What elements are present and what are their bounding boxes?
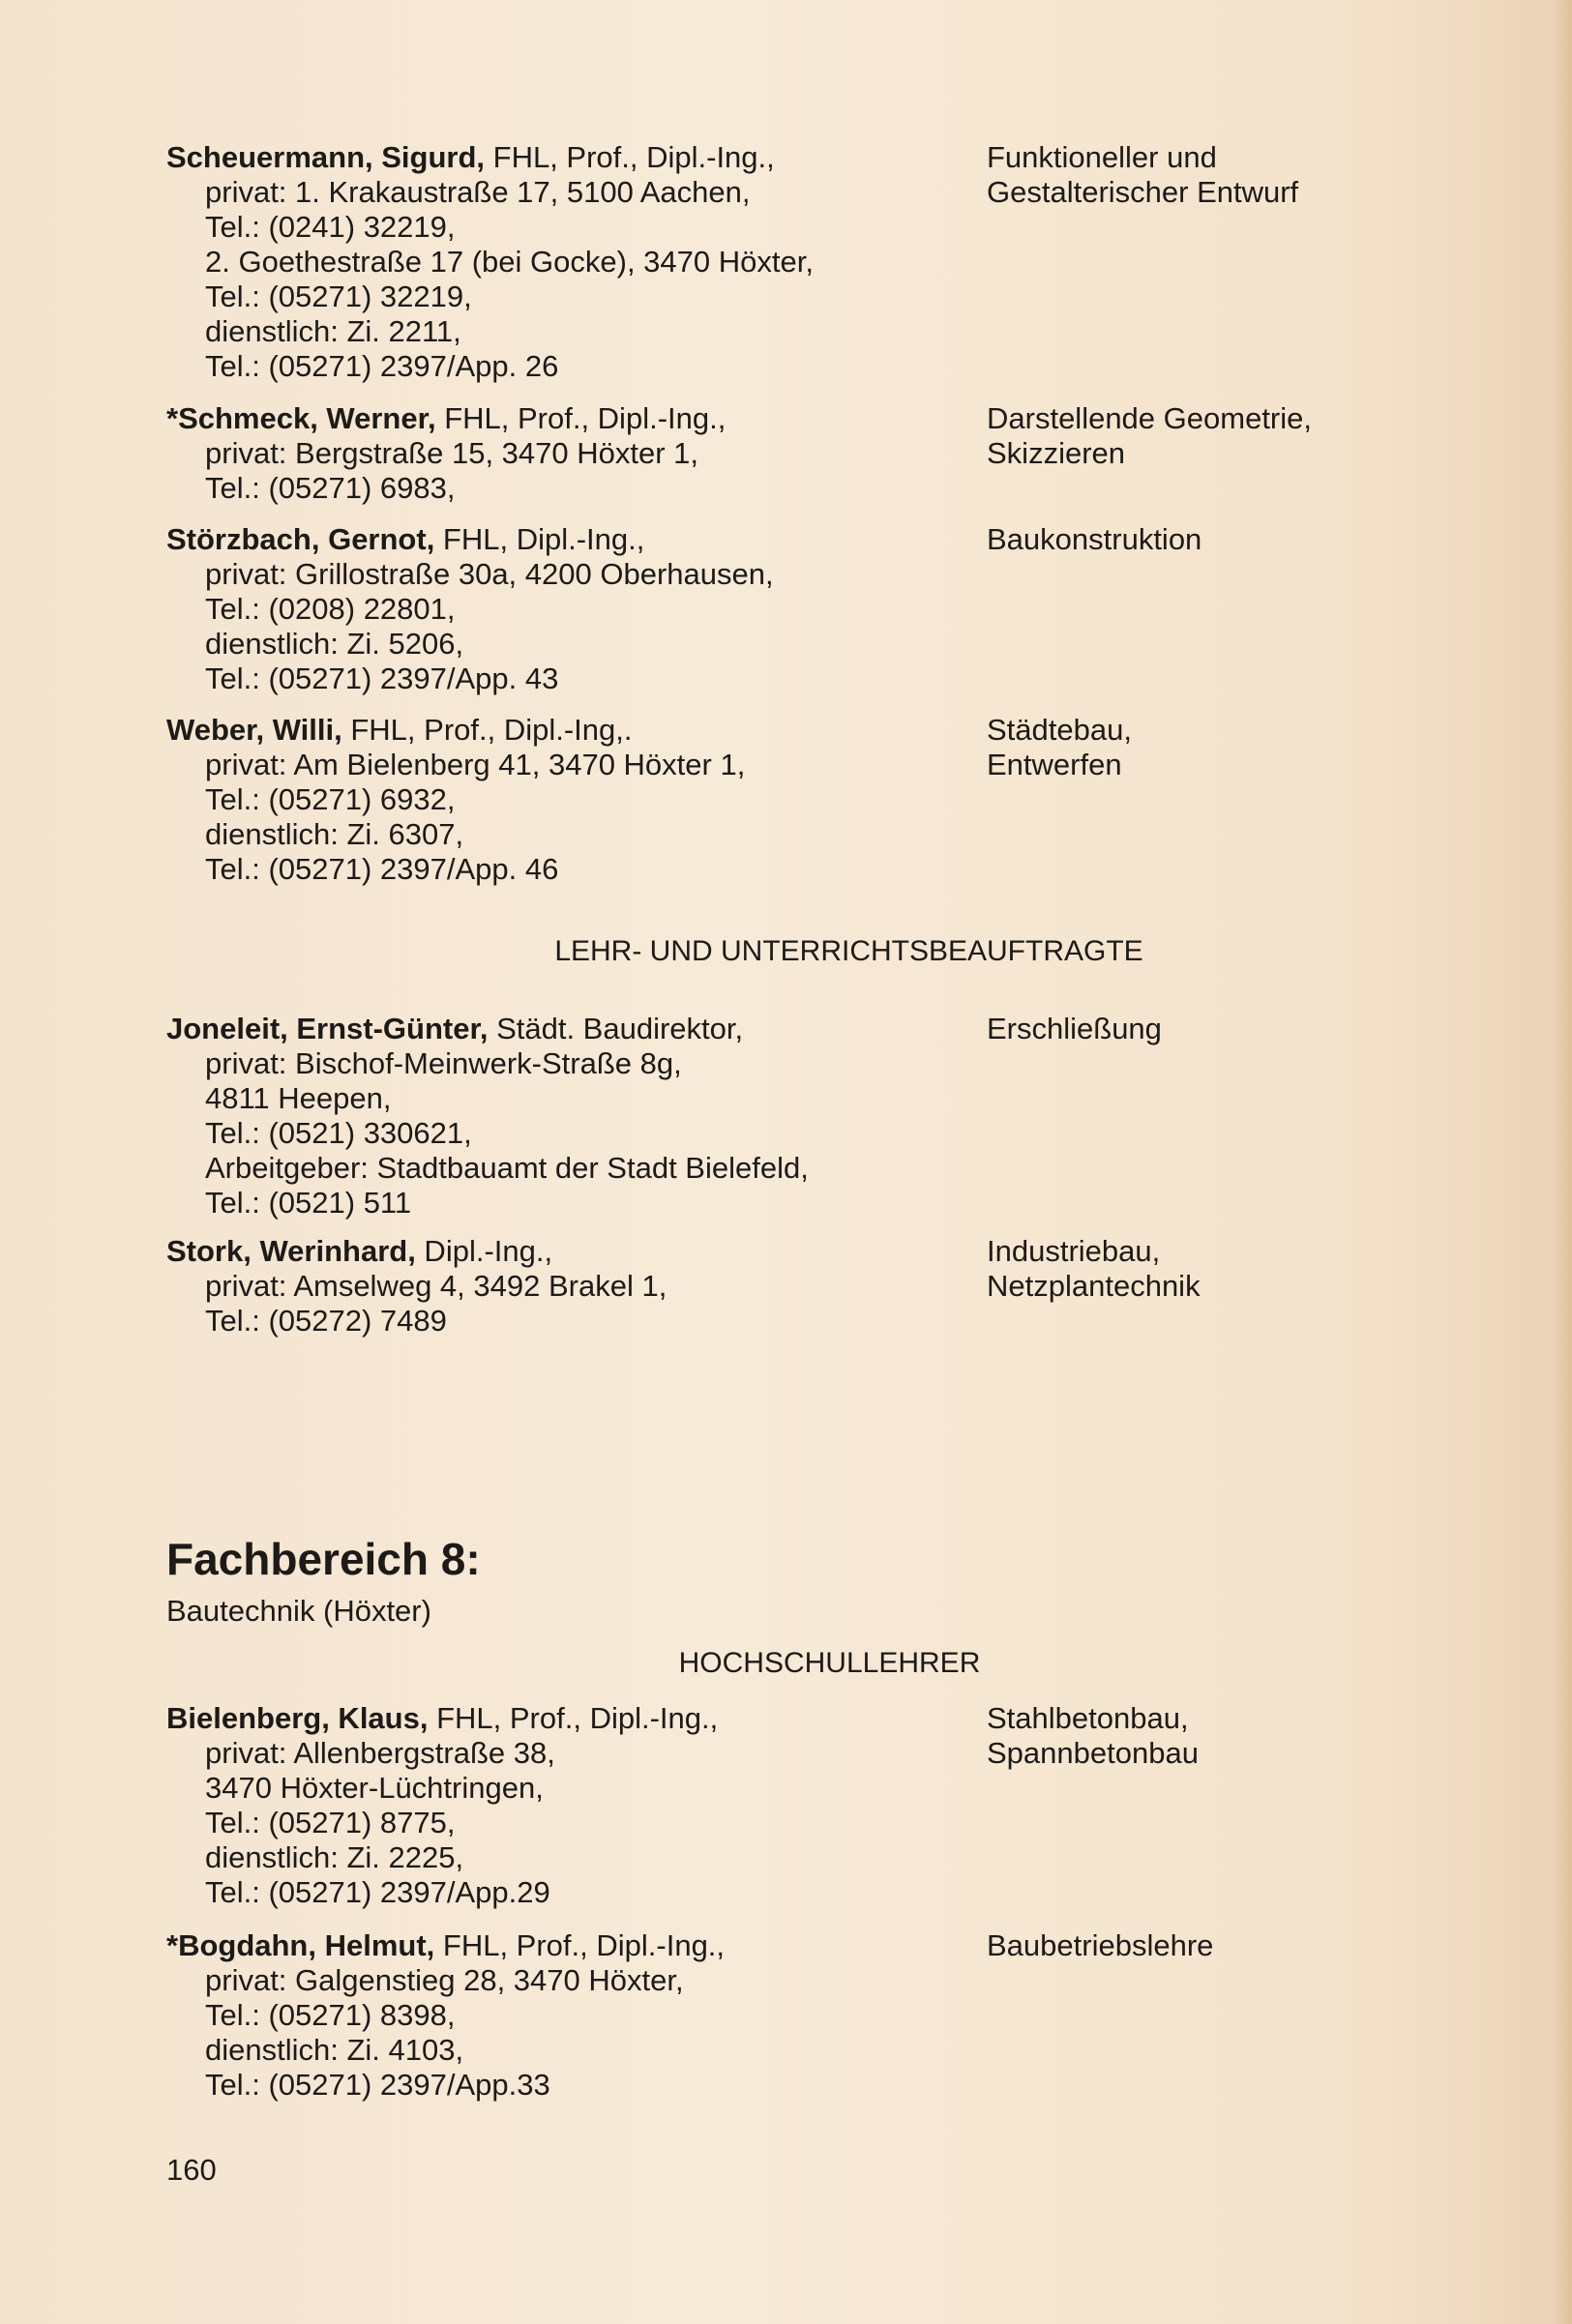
entry-line: dienstlich: Zi. 4103, <box>205 2033 464 2067</box>
fachbereich-subtitle: Bautechnik (Höxter) <box>166 1594 431 1628</box>
entry-title: FHL, Prof., Dipl.-Ing., <box>434 1928 726 1962</box>
entry-line: Tel.: (0241) 32219, <box>205 210 456 244</box>
entry-line: privat: Am Bielenberg 41, 3470 Höxter 1, <box>205 748 746 781</box>
entry-line: Tel.: (05271) 6932, <box>205 782 456 816</box>
entry-title: FHL, Dipl.-Ing., <box>434 522 645 556</box>
subject-line: Netzplantechnik <box>987 1269 1201 1303</box>
entry-name: Störzbach, Gernot, <box>166 522 435 556</box>
entry-title: FHL, Prof., Dipl.-Ing., <box>485 140 775 174</box>
entry-line: privat: Allenbergstraße 38, <box>205 1736 555 1770</box>
entry-line: privat: 1. Krakaustraße 17, 5100 Aachen, <box>205 175 751 209</box>
entry-subject <box>987 713 1412 782</box>
section-heading-hochschullehrer: HOCHSCHULLEHRER <box>678 1647 981 1679</box>
entry-title: FHL, Prof., Dipl.-Ing,. <box>341 713 633 747</box>
entry-line: dienstlich: Zi. 5206, <box>205 627 464 661</box>
entry-name: Stork, Werinhard, <box>166 1234 416 1268</box>
entry-subject <box>987 1012 1412 1046</box>
entry-name: *Schmeck, Werner, <box>166 401 436 435</box>
entry-line: Tel.: (0521) 511 <box>205 1186 412 1220</box>
entry-line: dienstlich: Zi. 6307, <box>205 817 464 851</box>
entry-line: Arbeitgeber: Stadtbauamt der Stadt Bielefeld, <box>205 1151 809 1185</box>
entry-line: dienstlich: Zi. 2225, <box>205 1840 464 1874</box>
subject-line: Skizzieren <box>987 436 1125 470</box>
subject-line: Industriebau, <box>987 1234 1161 1268</box>
subject-line: Stahlbetonbau, <box>987 1701 1189 1735</box>
entry-subject <box>987 522 1412 557</box>
entry-line: privat: Bischof-Meinwerk-Straße 8g, <box>205 1046 682 1080</box>
page-edge-shadow <box>1551 0 1572 2324</box>
entry-line: Tel.: (05271) 2397/App. 43 <box>205 662 559 695</box>
entry-name: Bielenberg, Klaus, <box>166 1701 429 1735</box>
subject-line: Darstellende Geometrie, <box>987 401 1312 435</box>
entry-name: Scheuermann, Sigurd, <box>166 140 486 174</box>
section-heading-lehrbeauftragte: LEHR- UND UNTERRICHTSBEAUFTRAGTE <box>554 935 1143 967</box>
subject-line: Spannbetonbau <box>987 1736 1199 1770</box>
entry-line: Tel.: (05272) 7489 <box>205 1304 447 1338</box>
entry-line: 3470 Höxter-Lüchtringen, <box>205 1771 544 1805</box>
page-number: 160 <box>166 2153 217 2187</box>
entry-name: *Bogdahn, Helmut, <box>166 1928 435 1962</box>
subject-line: Baubetriebslehre <box>987 1928 1214 1962</box>
entry-title: Städt. Baudirektor, <box>488 1012 744 1045</box>
subject-line: Funktioneller und <box>987 140 1217 174</box>
entry-subject <box>987 1234 1412 1304</box>
entry-line: privat: Grillostraße 30a, 4200 Oberhausen, <box>205 557 774 591</box>
entry-subject <box>987 1928 1412 1963</box>
entry-line: privat: Bergstraße 15, 3470 Höxter 1, <box>205 436 699 470</box>
entry-line: dienstlich: Zi. 2211, <box>205 314 461 348</box>
entry-title: Dipl.-Ing., <box>415 1234 553 1268</box>
entry-line: Tel.: (05271) 2397/App.33 <box>205 2068 550 2102</box>
entry-line: privat: Amselweg 4, 3492 Brakel 1, <box>205 1269 667 1303</box>
entry-line: Tel.: (0521) 330621, <box>205 1116 472 1150</box>
entry-line: 2. Goethestraße 17 (bei Gocke), 3470 Höxter, <box>205 245 814 279</box>
entry-subject <box>987 140 1412 210</box>
subject-line: Gestalterischer Entwurf <box>987 175 1299 209</box>
entry-line: Tel.: (0208) 22801, <box>205 592 456 626</box>
subject-line: Erschließung <box>987 1012 1162 1045</box>
entry-name: Weber, Willi, <box>166 713 342 747</box>
entry-line: 4811 Heepen, <box>205 1081 392 1115</box>
entry-title: FHL, Prof., Dipl.-Ing., <box>428 1701 719 1735</box>
entry-subject <box>987 401 1412 471</box>
subject-line: Baukonstruktion <box>987 522 1202 556</box>
subject-line: Entwerfen <box>987 748 1122 781</box>
entry-title: FHL, Prof., Dipl.-Ing., <box>435 401 727 435</box>
entry-subject <box>987 1701 1412 1771</box>
entry-line: Tel.: (05271) 8775, <box>205 1806 456 1839</box>
subject-line: Städtebau, <box>987 713 1132 747</box>
entry-line: Tel.: (05271) 8398, <box>205 1998 456 2032</box>
entry-line: Tel.: (05271) 2397/App.29 <box>205 1875 550 1909</box>
fachbereich-title: Fachbereich 8: <box>166 1534 481 1584</box>
entry-line: Tel.: (05271) 2397/App. 26 <box>205 349 559 383</box>
entry-line: Tel.: (05271) 6983, <box>205 471 456 505</box>
entry-line: privat: Galgenstieg 28, 3470 Höxter, <box>205 1963 684 1997</box>
entry-line: Tel.: (05271) 32219, <box>205 279 472 313</box>
entry-name: Joneleit, Ernst-Günter, <box>166 1012 489 1045</box>
entry-line: Tel.: (05271) 2397/App. 46 <box>205 852 559 886</box>
